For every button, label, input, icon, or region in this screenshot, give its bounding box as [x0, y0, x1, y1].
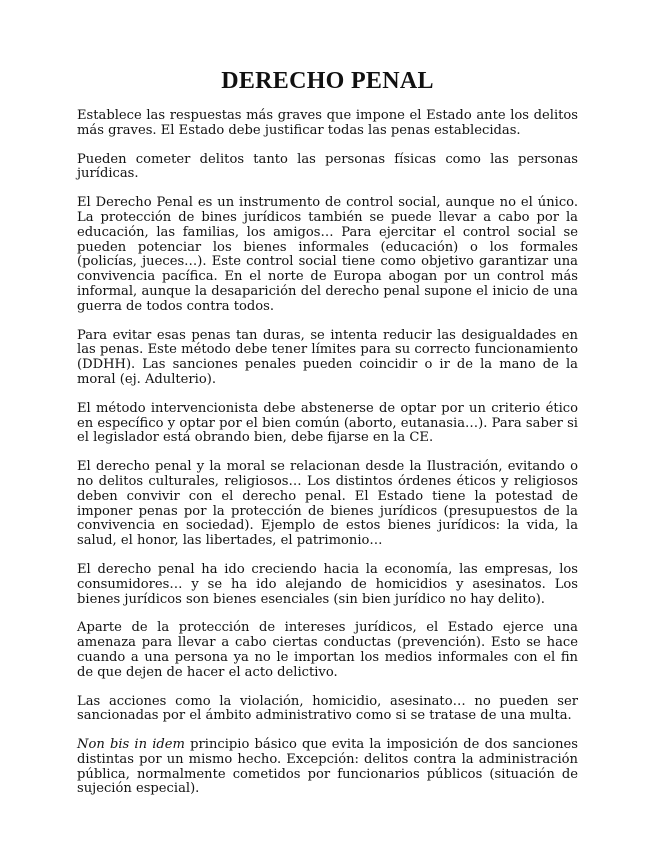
paragraph-2: Pueden cometer delitos tanto las personas físicas como las personas jurídicas.	[77, 151, 578, 182]
paragraph-5: El método intervencionista debe abstenerse de optar por un criterio ético en específico y optar por el bien común (aborto, eutanasia…). Para saber si el legislador está obrando bien, debe fijarse en la CE.	[77, 400, 578, 446]
paragraph-7: El derecho penal ha ido creciendo hacia la economía, las empresas, los consumidores… y se ha ido alejando de homicidios y asesinatos. Los bienes jurídicos son bienes esenciales (sin bien jurídico no hay delito).	[77, 561, 578, 607]
paragraph-10	[77, 738, 578, 797]
paragraph-4: Para evitar esas penas tan duras, se intenta reducir las desigualdades en las penas. Este método debe tener límites para su correcto funcionamiento (DDHH). Las sanciones penales pueden coincidir o ir de la mano de la moral (ej. Adulterio).	[77, 327, 578, 387]
paragraph-9: Las acciones como la violación, homicidio, asesinato… no pueden ser sancionadas por el ámbito administrativo como si se tratase de una multa.	[77, 693, 578, 724]
paragraph-1: Establece las respuestas más graves que impone el Estado ante los delitos más graves. El Estado debe justificar todas las penas establecidas.	[77, 108, 578, 138]
paragraph-8: Aparte de la protección de intereses jurídicos, el Estado ejerce una amenaza para llevar a cabo ciertas conductas (prevención). Esto se hace cuando a una persona ya no le importan los medios informales con el fin de que dejen de hacer el acto delictivo.	[77, 620, 578, 680]
page-title: DERECHO PENAL	[221, 68, 434, 94]
latin-term: Non bis in idem	[77, 737, 185, 753]
paragraph-10-text: principio básico que evita la imposición de dos sanciones distintas por un mismo hecho. Excepción: delitos contra la administración pública, normalmente cometidos por funcionarios públicos (situación de sujeción especial).	[77, 737, 578, 797]
paragraph-3: El Derecho Penal es un instrumento de control social, aunque no el único. La protección de bines jurídicos también se puede llevar a cabo por la educación, las familias, los amigos… Para ejercitar el control social se pueden potenciar los bienes informales (educación) o los formales (policías, jueces…). Este control social tiene como objetivo garantizar una convivencia pacífica. En el norte de Europa abogan por un control más informal, aunque la desaparición del derecho penal supone el inicio de una guerra de todos contra todos.	[77, 195, 578, 314]
document-page	[77, 66, 578, 811]
paragraph-6: El derecho penal y la moral se relacionan desde la Ilustración, evitando o no delitos culturales, religiosos… Los distintos órdenes éticos y religiosos deben convivir con el derecho penal. El Estado tiene la potestad de imponer penas por la protección de bienes jurídicos (presupuestos de la convivencia en sociedad). Ejemplo de estos bienes jurídicos: la vida, la salud, el honor, las libertades, el patrimonio…	[77, 459, 578, 549]
